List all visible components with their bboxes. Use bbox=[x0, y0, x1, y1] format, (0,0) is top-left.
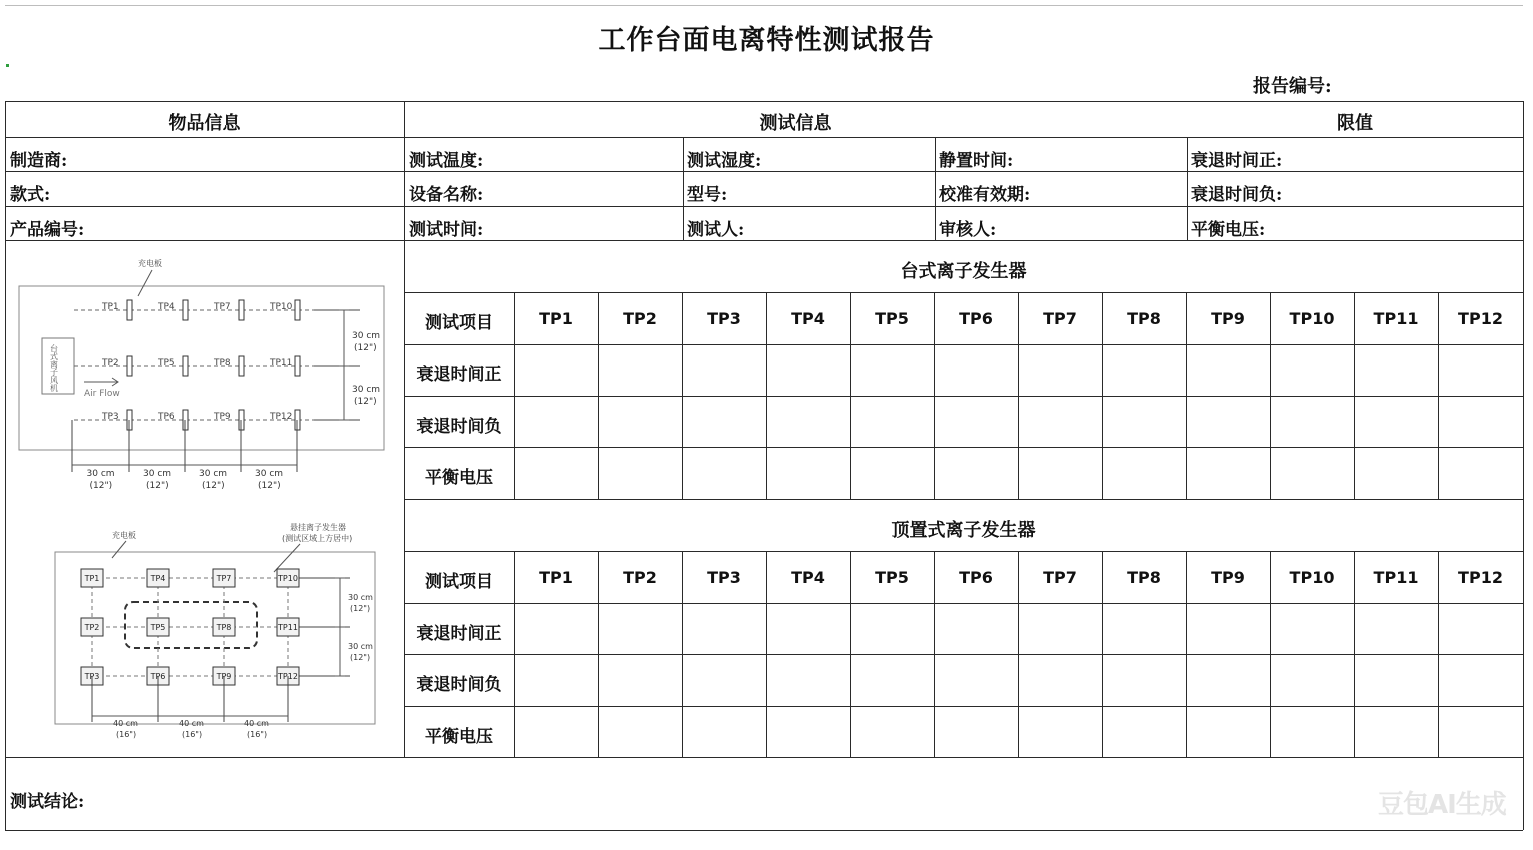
grid-line bbox=[404, 706, 1523, 707]
point-header: TP9 bbox=[1211, 568, 1245, 587]
grid-line bbox=[404, 499, 1523, 500]
v-dim: 30 cm bbox=[348, 642, 373, 651]
table-left-border bbox=[5, 101, 6, 830]
point-header: TP6 bbox=[959, 309, 993, 328]
point-header: TP7 bbox=[1043, 568, 1077, 587]
point-header: TP2 bbox=[623, 309, 657, 328]
test-point-marker bbox=[183, 300, 188, 320]
grid-line bbox=[404, 447, 1523, 448]
airflow-label: Air Flow bbox=[84, 389, 120, 399]
ionizer-zone bbox=[125, 602, 257, 648]
report-title: 工作台面电离特性测试报告 bbox=[598, 25, 935, 56]
green-mark bbox=[6, 64, 9, 67]
point-header: TP11 bbox=[1373, 568, 1419, 587]
grid-line bbox=[404, 344, 1523, 345]
row-label: 衰退时间负 bbox=[416, 417, 502, 437]
test-point-label: TP12 bbox=[278, 672, 298, 681]
field-label: 制造商: bbox=[10, 151, 68, 171]
h-dim: (12") bbox=[202, 481, 225, 491]
h-dim: 30 cm bbox=[143, 469, 172, 479]
field-label: 设备名称: bbox=[409, 185, 484, 205]
grid-line bbox=[683, 137, 684, 240]
h-dim: (16") bbox=[116, 730, 137, 739]
test-point-marker bbox=[295, 300, 300, 320]
point-header: TP1 bbox=[539, 309, 573, 328]
h-dim: 40 cm bbox=[179, 719, 204, 728]
device-label: 台式离子风机 bbox=[49, 344, 59, 392]
test-point-label: TP8 bbox=[214, 358, 231, 368]
field-label: 衰退时间负: bbox=[1191, 185, 1283, 205]
v-dim: (12") bbox=[350, 653, 371, 662]
test-point-marker bbox=[239, 300, 244, 320]
point-header: TP3 bbox=[707, 568, 741, 587]
v-dim: 30 cm bbox=[352, 385, 381, 395]
field-label: 测试时间: bbox=[409, 220, 484, 240]
test-point-label: TP4 bbox=[150, 574, 166, 583]
test-point-label: TP1 bbox=[84, 574, 100, 583]
field-label: 测试人: bbox=[687, 220, 745, 240]
point-header: TP5 bbox=[875, 309, 909, 328]
test-point-label: TP6 bbox=[158, 412, 175, 422]
header-limit: 限值 bbox=[1337, 113, 1373, 134]
test-point-label: TP3 bbox=[102, 412, 119, 422]
row-label: 平衡电压 bbox=[425, 727, 493, 747]
test-point-label: TP2 bbox=[84, 623, 100, 632]
v-dim: (12") bbox=[350, 604, 371, 613]
grid-line bbox=[5, 240, 1523, 241]
table-top-border bbox=[5, 101, 1523, 102]
h-dim: 30 cm bbox=[255, 469, 284, 479]
h-dim: (12") bbox=[146, 481, 169, 491]
section-title: 顶置式离子发生器 bbox=[891, 520, 1036, 541]
test-point-label: TP9 bbox=[216, 672, 232, 681]
field-label: 静置时间: bbox=[939, 151, 1014, 171]
test-point-label: TP12 bbox=[270, 412, 293, 422]
point-header: TP5 bbox=[875, 568, 909, 587]
h-dim: 40 cm bbox=[244, 719, 269, 728]
grid-line bbox=[404, 603, 1523, 604]
device-note: (测试区域上方居中) bbox=[282, 534, 353, 543]
header-product-info: 物品信息 bbox=[168, 113, 241, 134]
point-header: TP10 bbox=[1289, 309, 1335, 328]
overhead-test-diagram bbox=[50, 516, 390, 746]
test-point-label: TP11 bbox=[270, 358, 293, 368]
test-point-marker bbox=[239, 356, 244, 376]
field-label: 型号: bbox=[687, 185, 728, 205]
grid-line bbox=[404, 757, 1523, 758]
tabletop-test-diagram bbox=[14, 254, 394, 498]
point-header: TP9 bbox=[1211, 309, 1245, 328]
grid-line bbox=[935, 137, 936, 240]
test-point-label: TP4 bbox=[158, 302, 175, 312]
top-divider bbox=[5, 5, 1523, 6]
h-dim: 30 cm bbox=[199, 469, 228, 479]
row-label: 衰退时间正 bbox=[416, 624, 502, 644]
point-header: TP8 bbox=[1127, 568, 1161, 587]
test-point-marker bbox=[127, 300, 132, 320]
plate-label: 充电板 bbox=[112, 531, 136, 540]
point-header: TP12 bbox=[1458, 309, 1503, 328]
field-label: 审核人: bbox=[939, 220, 997, 240]
h-dim: 30 cm bbox=[86, 469, 115, 479]
test-point-marker bbox=[295, 356, 300, 376]
point-header: TP2 bbox=[623, 568, 657, 587]
v-dim: (12") bbox=[354, 397, 377, 407]
device-pointer bbox=[274, 544, 300, 572]
section-title: 台式离子发生器 bbox=[900, 261, 1027, 282]
point-header: TP12 bbox=[1458, 568, 1503, 587]
test-point-label: TP8 bbox=[216, 623, 232, 632]
test-point-label: TP5 bbox=[150, 623, 166, 632]
test-point-marker bbox=[127, 356, 132, 376]
test-point-label: TP6 bbox=[150, 672, 166, 681]
field-label: 产品编号: bbox=[10, 220, 85, 240]
grid-line bbox=[404, 396, 1523, 397]
row-label: 衰退时间负 bbox=[416, 675, 502, 695]
test-point-label: TP5 bbox=[158, 358, 175, 368]
point-header: TP7 bbox=[1043, 309, 1077, 328]
table-right-border bbox=[1523, 101, 1524, 830]
device-label: 悬挂离子发生器 bbox=[290, 523, 346, 532]
header-test-info: 测试信息 bbox=[759, 113, 832, 134]
report-number-label: 报告编号: bbox=[1253, 76, 1332, 97]
row-label: 衰退时间正 bbox=[416, 365, 502, 385]
v-dim: (12") bbox=[354, 343, 377, 353]
test-point-label: TP9 bbox=[214, 412, 231, 422]
test-point-label: TP7 bbox=[216, 574, 232, 583]
h-dim: (12") bbox=[89, 481, 113, 491]
test-point-label: TP7 bbox=[214, 302, 231, 312]
grid-line bbox=[404, 551, 1523, 552]
test-point-label: TP10 bbox=[278, 574, 298, 583]
point-header: TP6 bbox=[959, 568, 993, 587]
point-header: TP4 bbox=[791, 568, 825, 587]
item-label: 测试项目 bbox=[425, 572, 493, 592]
field-label: 衰退时间正: bbox=[1191, 151, 1283, 171]
grid-line bbox=[5, 206, 1523, 207]
item-label: 测试项目 bbox=[425, 313, 493, 333]
conclusion-label: 测试结论: bbox=[10, 792, 85, 812]
h-dim: (16") bbox=[247, 730, 268, 739]
watermark: 豆包AI生成 bbox=[1378, 790, 1506, 820]
table-bottom-border bbox=[5, 830, 1523, 831]
point-header: TP1 bbox=[539, 568, 573, 587]
field-label: 测试温度: bbox=[409, 151, 484, 171]
v-dim: 30 cm bbox=[348, 593, 373, 602]
grid-line bbox=[1187, 137, 1188, 240]
grid-line bbox=[404, 654, 1523, 655]
field-label: 测试湿度: bbox=[687, 151, 762, 171]
point-header: TP10 bbox=[1289, 568, 1335, 587]
point-header: TP8 bbox=[1127, 309, 1161, 328]
test-point-label: TP11 bbox=[278, 623, 298, 632]
grid-line bbox=[404, 292, 1523, 293]
plate-label: 充电板 bbox=[138, 259, 162, 268]
v-dim: 30 cm bbox=[352, 331, 381, 341]
test-point-label: TP3 bbox=[84, 672, 100, 681]
plate-pointer bbox=[138, 270, 152, 296]
field-label: 款式: bbox=[10, 185, 51, 205]
test-point-label: TP10 bbox=[270, 302, 293, 312]
test-point-label: TP1 bbox=[102, 302, 119, 312]
field-label: 平衡电压: bbox=[1191, 220, 1266, 240]
test-point-label: TP2 bbox=[102, 358, 119, 368]
row-label: 平衡电压 bbox=[425, 468, 493, 488]
grid-line bbox=[5, 137, 1523, 138]
plate-pointer bbox=[112, 541, 126, 558]
point-header: TP3 bbox=[707, 309, 741, 328]
h-dim: 40 cm bbox=[113, 719, 138, 728]
test-point-marker bbox=[183, 356, 188, 376]
point-header: TP11 bbox=[1373, 309, 1419, 328]
field-label: 校准有效期: bbox=[939, 185, 1031, 205]
h-dim: (12") bbox=[258, 481, 281, 491]
h-dim: (16") bbox=[182, 730, 203, 739]
point-header: TP4 bbox=[791, 309, 825, 328]
grid-line bbox=[5, 171, 1523, 172]
